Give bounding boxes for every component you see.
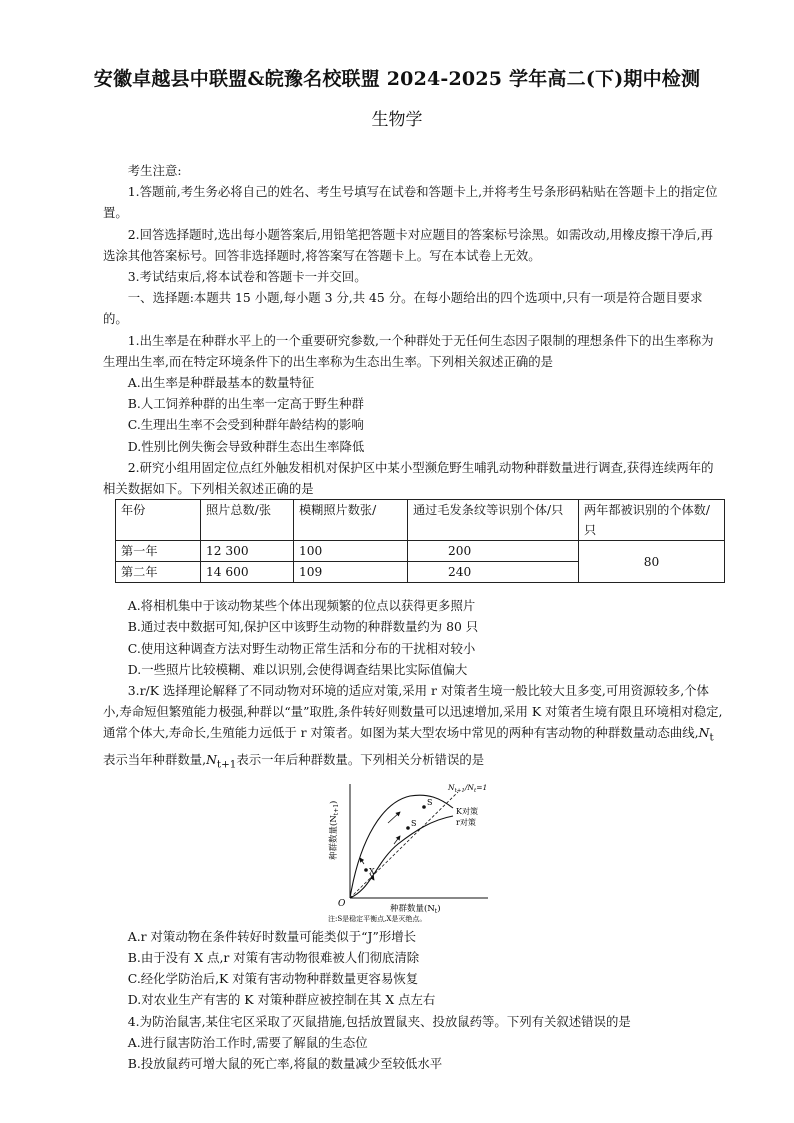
stable-point-label: S (411, 818, 417, 828)
equilibrium-line-label: $N_{t+1}/N_t=1$ (448, 782, 488, 794)
table-row (116, 541, 725, 562)
option-a: A.r 对策动物在条件转好时数量可能类似于“J”形增长 (127, 928, 416, 944)
notice-item: 2.回答选择题时,选出每小题答案后,用铅笔把答题卡对应题目的答案标号涂黑。如需改动,用橡皮擦干净后,再选涂其他答案标号。回答非选择题时,将答案写在答题卡上。写在本试卷上无效。 (103, 226, 713, 263)
exam-body (103, 160, 723, 1074)
table-cell: 240 (408, 562, 579, 583)
k-strategy-label: K对策 (456, 806, 478, 816)
stable-point-r (406, 826, 410, 830)
symbol-sub: t (709, 731, 714, 744)
notice-heading: 考生注意: (127, 163, 182, 178)
table-cell: 100 (294, 541, 408, 562)
symbol: N (698, 725, 710, 741)
table-header-row (116, 500, 725, 541)
question-stem: 1.出生率是在种群水平上的一个重要研究参数,一个种群处于无任何生态因子限制的理想条件下的出生率称为生理出生率,而在特定环境条件下的出生率称为生态出生率。下列相关叙述正确的是 (103, 332, 714, 369)
equilibrium-line (350, 792, 458, 898)
table-cell-merged: 80 (579, 541, 725, 583)
option-b: B.人工饲养种群的出生率一定高于野生种群 (127, 396, 364, 412)
table-cell: 109 (294, 562, 408, 583)
option-a: A.进行鼠害防治工作时,需要了解鼠的生态位 (127, 1034, 368, 1050)
table-cell: 200 (408, 541, 579, 562)
table-cell: 12 300 (201, 541, 294, 562)
extinction-point (364, 868, 368, 872)
option-d: D.一些照片比较模糊、难以识别,会使得调查结果比实际值偏大 (127, 661, 468, 677)
stable-point-label: S (427, 797, 433, 807)
population-figure (103, 776, 723, 926)
subject-title: 生物学 (371, 110, 423, 130)
option-c: C.使用这种调查方法对野生动物正常生活和分布的干扰相对较小 (127, 640, 476, 656)
question-stem: 2.研究小组用固定位点红外触发相机对保护区中某小型濒危野生哺乳动物种群数量进行调查,获得连续两年的相关数据如下。下列相关叙述正确的是 (103, 459, 714, 497)
symbol-sub: t+1 (216, 758, 237, 771)
table-cell: 第一年 (116, 541, 201, 562)
table-header: 模糊照片数张/ (294, 500, 408, 541)
option-b: B.通过表中数据可知,保护区中该野生动物的种群数量约为 80 只 (127, 619, 479, 635)
table-header: 两年都被识别的个体数/只 (579, 500, 725, 541)
x-axis-label: 种群数量$(N_t)$ (390, 903, 441, 915)
option-b: B.投放鼠药可增大鼠的死亡率,将鼠的数量减少至较低水平 (127, 1056, 443, 1072)
table-header: 通过毛发条纹等识别个体/只 (408, 500, 579, 541)
section-intro: 一、选择题:本题共 15 小题,每小题 3 分,共 45 分。在每小题给出的四个选项中,只有一项是符合题目要求的。 (103, 290, 703, 327)
option-a: A.出生率是种群最基本的数量特征 (127, 375, 315, 391)
population-diagram (328, 778, 498, 924)
stable-point-k (422, 805, 426, 809)
option-c: C.生理出生率不会受到种群年龄结构的影响 (127, 417, 364, 433)
table-header: 年份 (116, 500, 201, 541)
option-d: D.性别比例失衡会导致种群生态出生率降低 (127, 438, 365, 454)
table-cell: 第二年 (116, 562, 201, 583)
arrow (388, 812, 400, 823)
stem-part: 表示一年后种群数量。下列相关分析错误的是 (236, 752, 485, 768)
r-strategy-label: r对策 (456, 817, 476, 827)
arrow (360, 858, 364, 864)
r-strategy-curve (350, 816, 453, 898)
y-axis-label: 种群数量$(N_{t+1})$ (329, 800, 340, 860)
option-c: C.经化学防治后,K 对策有害动物种群数量更容易恢复 (127, 971, 419, 987)
exam-title: 安徽卓越县中联盟&皖豫名校联盟 2024-2025 学年高二(下)期中检测 (93, 68, 701, 90)
table-header: 照片总数/张 (201, 500, 294, 541)
stem-part: 3.r/K 选择理论解释了不同动物对环境的适应对策,采用 r 对策者生境一般比较大且多变,可用资源较多,个体小,寿命短但繁殖能力极强,种群以“量”取胜,条件转好则数量可以迅速增加,采用 K 对策者生境有限且环境相对稳定,通常个体大,寿命长,生殖能力远低于 r 对策者。如图为某大型农场中常见的两种有害动物的种群数量动态曲线, (103, 683, 723, 741)
data-table (115, 499, 725, 583)
extinction-point-label: X (369, 866, 375, 876)
question-stem: 4.为防治鼠害,某住宅区采取了灭鼠措施,包括放置鼠夹、投放鼠药等。下列有关叙述错误的是 (127, 1013, 631, 1029)
symbol: N (206, 752, 217, 768)
option-d: D.对农业生产有害的 K 对策种群应被控制在其 X 点左右 (127, 992, 436, 1008)
stem-part: 表示当年种群数量, (103, 752, 207, 768)
option-b: B.由于没有 X 点,r 对策有害动物很难被人们彻底清除 (127, 950, 420, 966)
figure-note: 注:S是稳定平衡点,X是灭绝点。 (328, 914, 427, 923)
question-stem (103, 680, 723, 776)
notice-item: 1.答题前,考生务必将自己的姓名、考生号填写在试卷和答题卡上,并将考生号条形码粘贴在答题卡上的指定位置。 (103, 184, 718, 221)
notice-item: 3.考试结束后,将本试卷和答题卡一并交回。 (127, 269, 367, 285)
origin-label: O (338, 898, 346, 909)
table-cell: 14 600 (201, 562, 294, 583)
option-a: A.将相机集中于该动物某些个体出现频繁的位点以获得更多照片 (127, 598, 476, 614)
